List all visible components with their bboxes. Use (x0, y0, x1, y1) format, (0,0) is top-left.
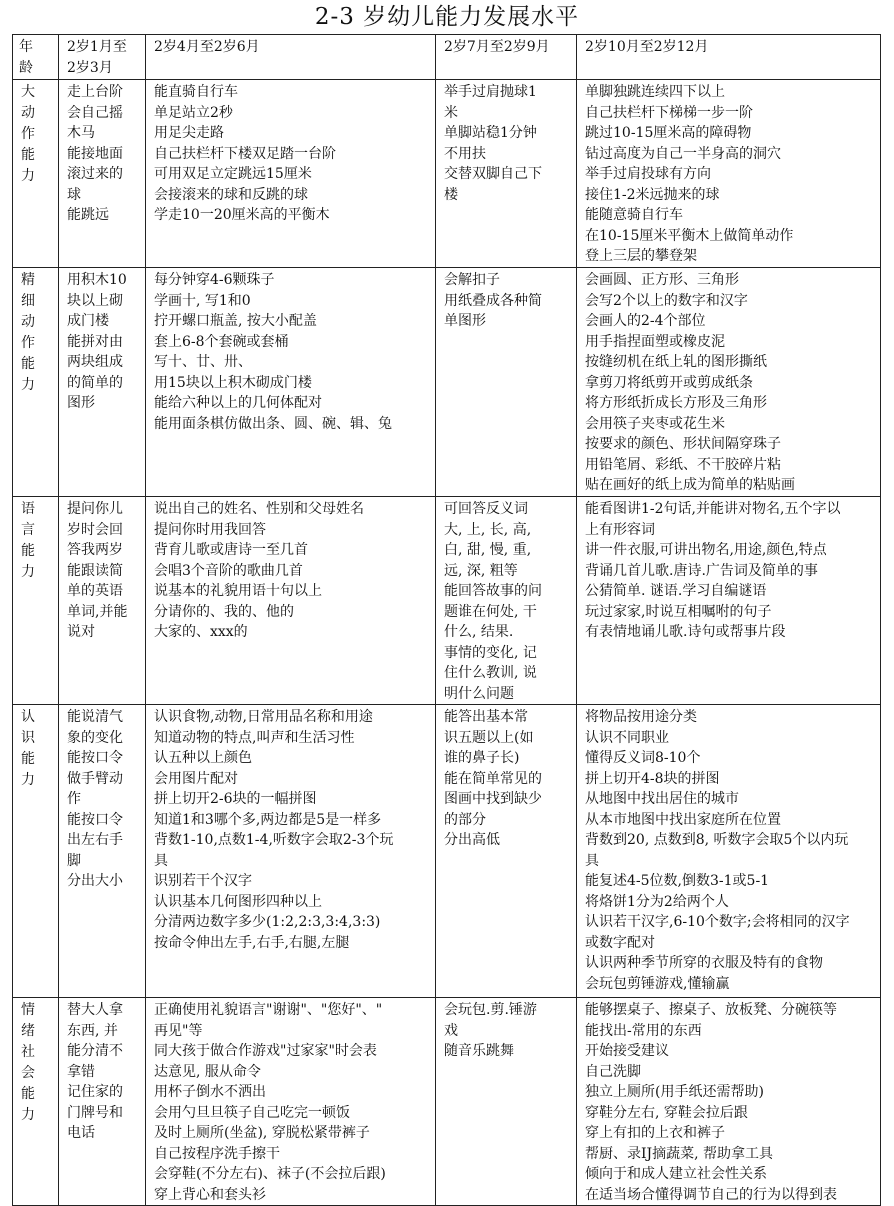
cell-line: 单脚独跳连续四下以上 (585, 84, 725, 100)
cell-line: 交替双脚自己下 (444, 166, 542, 182)
cell-line: 按缝纫机在纸上轧的图形撕纸 (585, 354, 767, 370)
cell-line: 具 (585, 852, 599, 869)
category-char: 言 (21, 522, 35, 538)
cell-line: 能跳远 (67, 207, 109, 223)
cell-line: 识五题以上(如 (444, 729, 534, 746)
cell-line: 用15块以上积木砌成门楼 (154, 374, 312, 391)
category-cell (13, 497, 59, 705)
category-cell (13, 268, 59, 497)
cell-line: 两块组成 (67, 354, 123, 370)
cell-age-2y7m-2y9m (436, 998, 577, 1206)
cell-line: 图形 (67, 395, 95, 411)
cell-line: 认识不同职业 (585, 729, 669, 746)
cell-line: 自己按程序洗手擦干 (154, 1145, 280, 1162)
category-char: 认 (21, 709, 35, 725)
cell-line: 背数1-10,点数1-4,听数字会取2-3个玩 (154, 832, 394, 848)
cell-line: 穿上背心和套头衫 (154, 1186, 266, 1203)
cell-line: 戏 (444, 1022, 458, 1039)
cell-line: 能回答故事的问 (444, 583, 542, 599)
cell-line: 能分清不 (67, 1043, 123, 1059)
category-char: 会 (21, 1065, 35, 1081)
cell-age-2y7m-2y9m (436, 268, 577, 497)
cell-line: 公猜简单. 谜语.学习自编谜语 (585, 583, 767, 599)
cell-line: 认识两种季节所穿的衣服及特有的食物 (585, 955, 823, 971)
cell-line: 按要求的颜色、形状间隔穿珠子 (585, 436, 781, 452)
cell-line: 成门楼 (67, 313, 109, 329)
category-char: 能 (21, 543, 35, 559)
cell-line: 记住家的 (67, 1084, 123, 1100)
cell-line: 会自己摇 (67, 104, 123, 121)
cell-line: 写十、廿、卅、 (154, 354, 252, 370)
category-char: 大 (21, 84, 35, 100)
cell-line: 识别若干个汉字 (154, 873, 252, 889)
cell-line: 会画圆、正方形、三角形 (585, 272, 739, 288)
cell-line: 能直骑自行车 (154, 84, 238, 100)
cell-line: 自己扶栏杆下梯梯一步一阶 (585, 104, 753, 121)
cell-line: 认五种以上颜色 (154, 750, 252, 766)
category-char: 能 (21, 751, 35, 767)
cell-line: 将方形纸折成长方形及三角形 (585, 395, 767, 411)
page-title: 2-3 岁幼儿能力发展水平 (314, 4, 580, 30)
row-gross-motor (13, 80, 881, 268)
cell-age-2y1m-2y3m (59, 268, 146, 497)
cell-line: 穿鞋分左右, 穿鞋会拉后跟 (585, 1104, 748, 1121)
category-char: 情 (21, 1002, 35, 1018)
category-char: 绪 (21, 1023, 35, 1039)
header-age-range-1: 2岁1月至 2岁3月 (59, 35, 146, 80)
cell-line: 开始接受建议 (585, 1043, 669, 1059)
cell-line: 远, 深, 粗等 (444, 562, 518, 579)
cell-line: 帮厨、录IJ摘蔬菜, 帮助拿工具 (585, 1145, 774, 1162)
cell-line: 或数字配对 (585, 934, 655, 951)
cell-line: 替大人拿 (67, 1002, 123, 1018)
cell-line: 的部分 (444, 811, 486, 828)
header-age-text: 年 (19, 39, 33, 55)
cell-line: 独立上厕所(用手纸还需帮助) (585, 1084, 764, 1100)
row-cognition (13, 705, 881, 998)
cell-line: 谁的鼻子长) (444, 750, 520, 766)
cell-line: 将烙饼1分为2给两个人 (585, 893, 729, 910)
cell-line: 拿剪刀将纸剪开或剪成纸条 (585, 374, 753, 391)
cell-line: 分请你的、我的、他的 (154, 603, 294, 620)
cell-line: 背数到20, 点数到8, 听数字会取5个以内玩 (585, 832, 849, 848)
cell-line: 能接地面 (67, 145, 123, 162)
cell-line: 会用图片配对 (154, 770, 238, 787)
category-char: 能 (21, 147, 35, 163)
cell-line: 说出自己的姓名、性别和父母姓名 (154, 501, 364, 517)
cell-age-2y10m-2y12m (577, 705, 881, 998)
cell-line: 能给六种以上的几何体配对 (154, 395, 322, 411)
cell-line: 走上台阶 (67, 84, 123, 100)
cell-line: 从本市地图中找出家庭所在位置 (585, 811, 781, 828)
cell-line: 认识若干汉字,6-10个数字;会将相同的汉字 (585, 914, 850, 930)
cell-age-2y7m-2y9m (436, 80, 577, 268)
cell-age-2y10m-2y12m (577, 80, 881, 268)
cell-line: 能找出-常用的东西 (585, 1022, 702, 1039)
category-char: 力 (21, 772, 35, 788)
cell-age-2y10m-2y12m (577, 998, 881, 1206)
cell-age-2y10m-2y12m (577, 497, 881, 705)
header-row (13, 35, 881, 80)
cell-line: 每分钟穿4-6颗珠子 (154, 272, 275, 288)
category-char: 作 (21, 335, 35, 351)
cell-line: 拿错 (67, 1063, 95, 1080)
cell-line: 白, 甜, 慢, 重, (444, 542, 532, 558)
cell-line: 学走10一20厘米高的平衡木 (154, 207, 330, 223)
cell-line: 脚 (67, 852, 81, 869)
cell-line: 讲一件衣服,可讲出物名,用途,颜色,特点 (585, 542, 827, 558)
cell-line: 接住1-2米远抛来的球 (585, 186, 720, 203)
cell-line: 说基本的礼貌用语十句以上 (154, 583, 322, 599)
cell-age-2y4m-2y6m (146, 268, 436, 497)
cell-line: 学画十, 写1和0 (154, 292, 251, 309)
cell-line: 会接滚来的球和反跳的球 (154, 186, 308, 203)
cell-line: 会玩包.剪.锤游 (444, 1002, 537, 1018)
cell-line: 单足站立2秒 (154, 104, 233, 121)
cell-line: 同大孩于做合作游戏"过家家"时会表 (154, 1043, 377, 1059)
category-cell (13, 80, 59, 268)
cell-line: 拧开螺口瓶盖, 按大小配盖 (154, 313, 317, 329)
cell-line: 单的英语 (67, 583, 123, 599)
cell-line: 做手臂动 (67, 770, 123, 787)
cell-line: 能答出基本常 (444, 709, 528, 725)
cell-age-2y7m-2y9m (436, 497, 577, 705)
cell-line: 什么, 结果. (444, 624, 514, 640)
cell-line: 跳过10-15厘米高的障碍物 (585, 125, 752, 141)
cell-line: 钻过高度为自己一半身高的洞穴 (585, 145, 781, 162)
cell-line: 明什么问题 (444, 685, 514, 702)
cell-line: 说对 (67, 624, 95, 640)
cell-line: 有表情地诵儿歌.诗句或帮事片段 (585, 624, 786, 640)
cell-line: 懂得反义词8-10个 (585, 750, 701, 766)
cell-age-2y4m-2y6m (146, 497, 436, 705)
cell-line: 在适当场合懂得调节自己的行为以得到表 (585, 1186, 837, 1203)
cell-line: 大家的、xxx的 (154, 624, 248, 640)
category-char: 精 (21, 272, 35, 288)
cell-line: 具 (154, 852, 168, 869)
cell-age-2y1m-2y3m (59, 497, 146, 705)
category-char: 社 (21, 1044, 35, 1060)
category-char: 力 (21, 377, 35, 393)
category-char: 细 (21, 293, 35, 309)
cell-line: 随音乐跳舞 (444, 1043, 514, 1059)
cell-line: 能在简单常见的 (444, 770, 542, 787)
cell-age-2y4m-2y6m (146, 80, 436, 268)
header-age-cell (13, 35, 59, 80)
cell-age-2y10m-2y12m (577, 268, 881, 497)
cell-line: 分出高低 (444, 832, 500, 848)
cell-line: 及时上厕所(坐盆), 穿脱松紧带裤子 (154, 1125, 370, 1141)
cell-line: 能说清气 (67, 709, 123, 725)
cell-line: 能按口令 (67, 750, 123, 766)
cell-line: 东西, 并 (67, 1022, 118, 1039)
ability-table (12, 34, 881, 1206)
cell-line: 套上6-8个套碗或套桶 (154, 333, 289, 350)
cell-line: 认识食物,动物,日常用品名称和用途 (154, 709, 373, 725)
cell-line: 穿上有扣的上衣和裤子 (585, 1125, 725, 1141)
category-cell (13, 705, 59, 998)
cell-line: 木马 (67, 125, 95, 141)
category-char: 语 (21, 501, 35, 517)
cell-line: 作 (67, 791, 81, 807)
cell-line: 用杯子倒水不洒出 (154, 1084, 266, 1100)
cell-line: 玩过家家,时说互相嘱咐的句子 (585, 603, 772, 620)
cell-line: 拼上切开4-8块的拼图 (585, 770, 720, 787)
category-char: 力 (21, 1107, 35, 1123)
header-age-range-3: 2岁7月至2岁9月 (436, 35, 577, 80)
cell-line: 能看图讲1-2句话,并能讲对物名,五个字以 (585, 501, 841, 517)
cell-line: 门牌号和 (67, 1104, 123, 1121)
cell-line: 按命令伸出左手,右手,右腿,左腿 (154, 934, 350, 951)
cell-line: 再见"等 (154, 1022, 203, 1039)
cell-age-2y1m-2y3m (59, 998, 146, 1206)
cell-line: 会用勺旦旦筷子自己吃完一顿饭 (154, 1104, 350, 1121)
cell-line: 能随意骑自行车 (585, 207, 683, 223)
cell-line: 提问你时用我回答 (154, 521, 266, 538)
cell-line: 自己洗脚 (585, 1063, 641, 1080)
cell-line: 用铅笔屑、彩纸、不干胶碎片粘 (585, 456, 781, 473)
cell-line: 达意见, 服从命令 (154, 1063, 261, 1080)
cell-line: 块以上砌 (67, 292, 123, 309)
cell-line: 认识基本几何图形四种以上 (154, 893, 322, 910)
cell-line: 楼 (444, 186, 458, 203)
category-char: 能 (21, 1086, 35, 1102)
cell-line: 在10-15厘米平衡木上做简单动作 (585, 227, 794, 244)
category-char: 动 (21, 314, 35, 330)
cell-line: 能跟读简 (67, 562, 123, 579)
cell-line: 登上三层的攀登架 (585, 248, 697, 264)
cell-age-2y1m-2y3m (59, 80, 146, 268)
cell-line: 会画人的2-4个部位 (585, 313, 706, 329)
cell-line: 举手过肩抛球1 (444, 84, 537, 100)
cell-line: 大, 上, 长, 高, (444, 521, 532, 538)
cell-line: 用纸叠成各种简 (444, 292, 542, 309)
cell-line: 能用面条棋仿做出条、圆、碗、辑、兔 (154, 415, 392, 432)
cell-line: 分出大小 (67, 873, 123, 889)
cell-line: 从地图中找出居住的城市 (585, 791, 739, 807)
cell-line: 题谁在何处, 干 (444, 603, 537, 620)
cell-line: 能拼对由 (67, 333, 123, 350)
header-age-range-2: 2岁4月至2岁6月 (146, 35, 436, 80)
category-cell (13, 998, 59, 1206)
cell-line: 知道动物的特点,叫声和生活习性 (154, 729, 355, 746)
category-char: 力 (21, 564, 35, 580)
cell-line: 提问你儿 (67, 501, 123, 517)
row-fine-motor (13, 268, 881, 497)
cell-line: 自己扶栏杆下楼双足踏一台阶 (154, 145, 336, 162)
cell-age-2y4m-2y6m (146, 705, 436, 998)
cell-line: 将物品按用途分类 (585, 709, 697, 725)
category-char: 识 (21, 730, 35, 746)
cell-line: 单词,并能 (67, 603, 128, 620)
row-social-emotional (13, 998, 881, 1206)
cell-line: 会唱3个音阶的歌曲几首 (154, 562, 303, 579)
cell-line: 岁时会回 (67, 521, 123, 538)
cell-line: 正确使用礼貌语言"谢谢"、"您好"、" (154, 1002, 383, 1018)
cell-line: 知道1和3哪个多,两边都是5是一样多 (154, 811, 382, 828)
cell-line: 不用扶 (444, 145, 486, 162)
cell-line: 球 (67, 186, 81, 203)
cell-line: 电话 (67, 1125, 95, 1141)
cell-line: 会用筷子夹枣或花生米 (585, 415, 725, 432)
cell-age-2y7m-2y9m (436, 705, 577, 998)
cell-line: 单脚站稳1分钟 (444, 125, 537, 141)
cell-line: 出左右手 (67, 832, 123, 848)
category-char: 力 (21, 168, 35, 184)
cell-line: 米 (444, 104, 458, 121)
cell-line: 图画中找到缺少 (444, 791, 542, 807)
cell-line: 单图形 (444, 313, 486, 329)
cell-line: 举手过肩投球有方向 (585, 166, 711, 182)
cell-line: 的简单的 (67, 374, 123, 391)
category-char: 动 (21, 105, 35, 121)
cell-line: 可回答反义词 (444, 501, 528, 517)
cell-line: 会写2个以上的数字和汉字 (585, 292, 748, 309)
cell-line: 倾向于和成人建立社会性关系 (585, 1166, 767, 1182)
cell-line: 象的变化 (67, 729, 123, 746)
cell-line: 分清两边数字多少(1:2,2:3,3:4,3:3) (154, 914, 381, 930)
category-char: 能 (21, 356, 35, 372)
cell-line: 事情的变化, 记 (444, 644, 537, 661)
cell-line: 会解扣子 (444, 272, 500, 288)
cell-line: 会穿鞋(不分左右)、袜子(不会拉后跟) (154, 1166, 386, 1182)
cell-line: 可用双足立定跳远15厘米 (154, 166, 312, 182)
cell-line: 滚过来的 (67, 166, 123, 182)
cell-line: 住什么教训, 说 (444, 665, 537, 681)
cell-line: 拼上切开2-6块的一幅拼图 (154, 791, 317, 807)
cell-line: 能够摆桌子、擦桌子、放板凳、分碗筷等 (585, 1002, 837, 1018)
cell-line: 会玩包剪锤游戏,懂输赢 (585, 975, 730, 992)
cell-line: 贴在画好的纸上成为简单的粘贴画 (585, 477, 795, 493)
row-language (13, 497, 881, 705)
cell-line: 用积木10 (67, 272, 127, 288)
cell-line: 能按口令 (67, 811, 123, 828)
category-char: 作 (21, 126, 35, 142)
cell-line: 上有形容词 (585, 521, 655, 538)
cell-line: 用手指捏面塑或橡皮泥 (585, 333, 725, 350)
cell-line: 能复述4-5位数,倒数3-1或5-1 (585, 873, 770, 889)
header-age-range-4: 2岁10月至2岁12月 (577, 35, 881, 80)
cell-line: 答我两岁 (67, 542, 123, 558)
cell-line: 背诵几首儿歌.唐诗.广告词及简单的事 (585, 562, 818, 579)
cell-line: 用足尖走路 (154, 125, 224, 141)
header-age-text: 龄 (19, 60, 33, 76)
cell-age-2y4m-2y6m (146, 998, 436, 1206)
cell-line: 背育儿歌或唐诗一至几首 (154, 542, 308, 558)
cell-age-2y1m-2y3m (59, 705, 146, 998)
